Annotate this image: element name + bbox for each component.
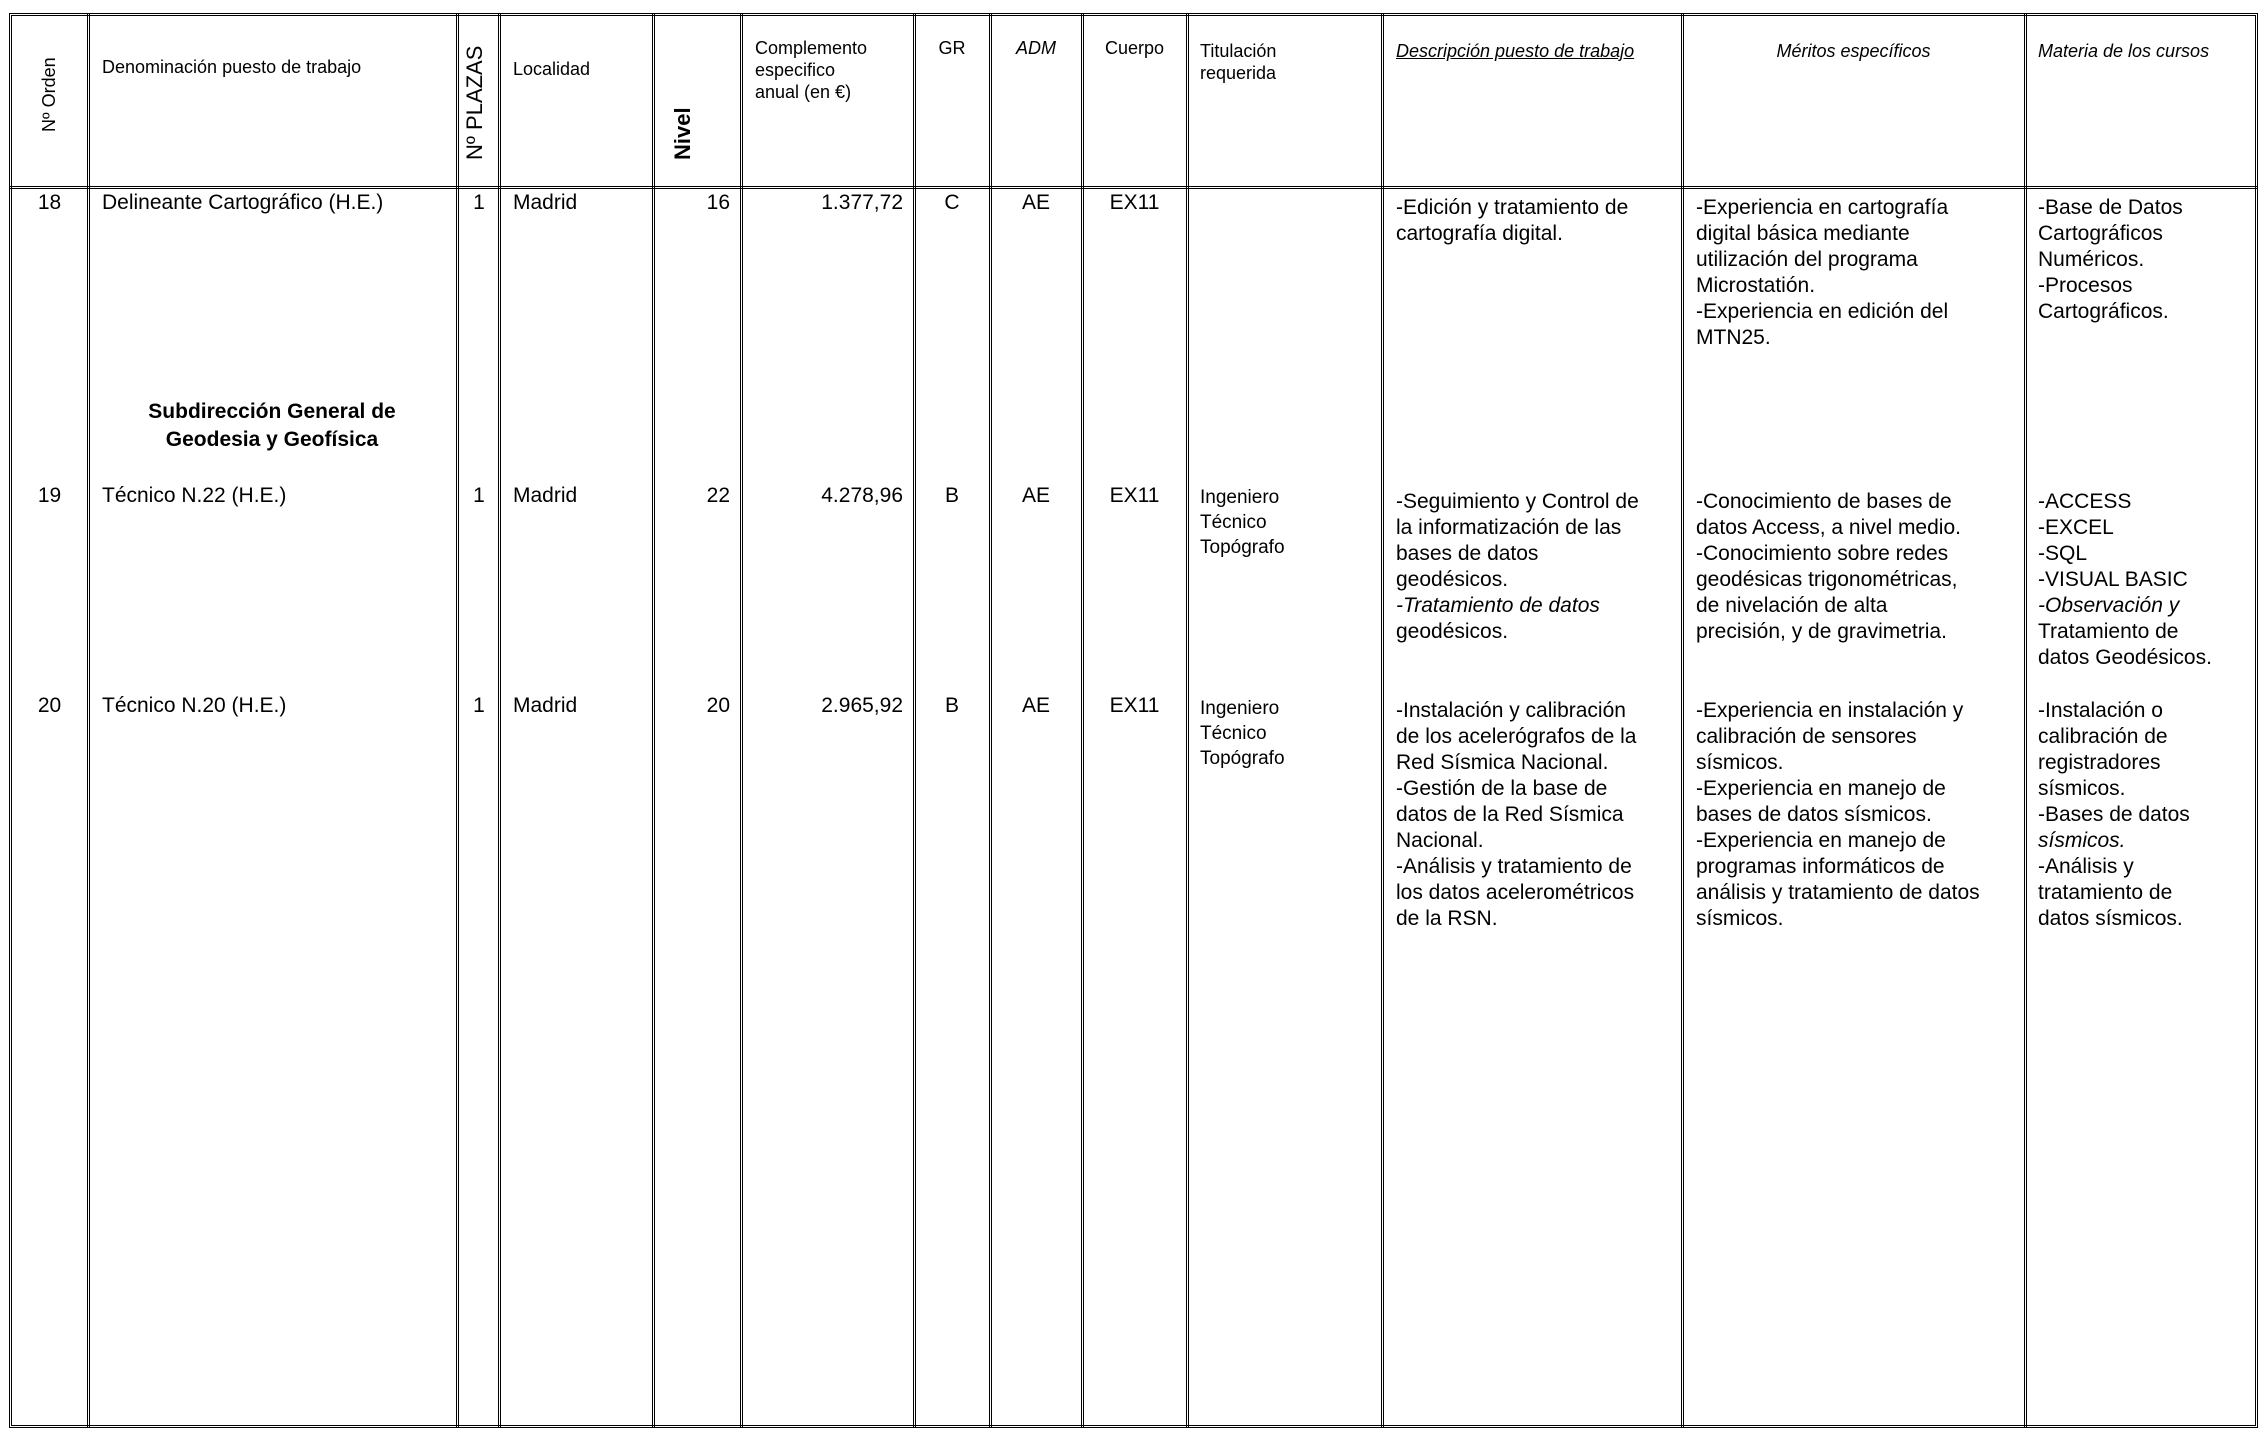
- column-divider: [1381, 13, 1384, 1428]
- cell-plazas: 1: [473, 191, 485, 214]
- cell-denominacion: Técnico N.22 (H.E.): [102, 484, 287, 507]
- header-gr: GR: [938, 38, 966, 58]
- column-divider: [1681, 13, 1684, 1428]
- section-heading: Subdirección General de Geodesia y Geofísica: [148, 400, 396, 451]
- cell-localidad: Madrid: [513, 191, 578, 214]
- column-divider: [1186, 13, 1189, 1428]
- header-materia: Materia de los cursos: [2038, 41, 2210, 61]
- header-descripcion: Descripción puesto de trabajo: [1396, 41, 1635, 61]
- cell-plazas: 1: [473, 484, 485, 507]
- cell-nivel: 20: [706, 694, 730, 717]
- cell-cuerpo: EX11: [1109, 484, 1160, 507]
- cell-titulacion: Ingeniero Técnico Topógrafo: [1200, 487, 1285, 558]
- cell-complemento: 4.278,96: [821, 484, 903, 507]
- header-cuerpo: Cuerpo: [1104, 38, 1165, 58]
- cell-orden: 19: [37, 484, 62, 507]
- cell-orden: 18: [37, 191, 62, 214]
- cell-adm: AE: [1021, 694, 1050, 717]
- column-divider: [1081, 13, 1084, 1428]
- header-complemento: Complemento especifico anual (en €): [755, 38, 868, 102]
- header-nivel: Nivel: [670, 107, 695, 160]
- cell-gr: B: [944, 694, 959, 717]
- column-divider: [652, 13, 655, 1428]
- header-denominacion: Denominación puesto de trabajo: [102, 57, 362, 77]
- column-divider: [2024, 13, 2027, 1428]
- cell-materia: -ACCESS -EXCEL -SQL -VISUAL BASIC -Observación y Tratamiento de datos Geodésicos.: [2038, 490, 2212, 669]
- cell-adm: AE: [1021, 191, 1050, 214]
- cell-complemento: 1.377,72: [821, 191, 903, 214]
- column-divider: [87, 13, 90, 1428]
- cell-descripcion: -Edición y tratamiento de cartografía digital.: [1396, 196, 1629, 245]
- header-orden: Nº Orden: [39, 57, 59, 132]
- column-divider: [989, 13, 992, 1428]
- cell-meritos: -Experiencia en instalación y calibración de sensores sísmicos. -Experiencia en manejo de bases de datos sísmicos. -Experiencia en manejo de programas informáticos de análisis y tratamiento de datos sísmicos.: [1696, 699, 1980, 930]
- cell-cuerpo: EX11: [1109, 694, 1160, 717]
- cell-nivel: 16: [706, 191, 730, 214]
- cell-gr: B: [944, 484, 959, 507]
- column-divider: [498, 13, 501, 1428]
- cell-nivel: 22: [706, 484, 730, 507]
- column-divider: [740, 13, 743, 1428]
- cell-cuerpo: EX11: [1109, 191, 1160, 214]
- cell-localidad: Madrid: [513, 484, 578, 507]
- cell-denominacion: Técnico N.20 (H.E.): [102, 694, 287, 717]
- cell-orden: 20: [37, 694, 62, 717]
- cell-adm: AE: [1021, 484, 1050, 507]
- cell-materia: -Base de Datos Cartográficos Numéricos. -Procesos Cartográficos.: [2038, 196, 2183, 323]
- header-adm: ADM: [1016, 38, 1056, 58]
- cell-materia: -Instalación o calibración de registradores sísmicos. -Bases de datos sísmicos. -Análisis y tratamiento de datos sísmicos.: [2038, 699, 2190, 930]
- header-localidad: Localidad: [513, 59, 591, 79]
- column-divider: [456, 13, 459, 1428]
- header-titulacion: Titulación requerida: [1200, 41, 1277, 83]
- cell-gr: C: [944, 191, 960, 214]
- cell-complemento: 2.965,92: [821, 694, 903, 717]
- cell-meritos: -Conocimiento de bases de datos Access, a nivel medio. -Conocimiento sobre redes geodésicas trigonométricas, de nivelación de alta precisión, y de gravimetria.: [1696, 490, 1961, 643]
- cell-plazas: 1: [473, 694, 485, 717]
- cell-denominacion: Delineante Cartográfico (H.E.): [102, 191, 384, 214]
- cell-descripcion: -Seguimiento y Control de la informatización de las bases de datos geodésicos. -Tratamiento de datos geodésicos.: [1396, 490, 1639, 643]
- cell-titulacion: Ingeniero Técnico Topógrafo: [1200, 698, 1285, 769]
- header-meritos: Méritos específicos: [1776, 41, 1931, 61]
- cell-descripcion: -Instalación y calibración de los acelerógrafos de la Red Sísmica Nacional. -Gestión de la base de datos de la Red Sísmica Nacional. -Análisis y tratamiento de los datos acelerométricos de la RSN.: [1396, 699, 1637, 930]
- header-plazas: Nº PLAZAS: [462, 45, 487, 160]
- cell-localidad: Madrid: [513, 694, 578, 717]
- cell-meritos: -Experiencia en cartografía digital básica mediante utilización del programa Microstatión. -Experiencia en edición del MTN25.: [1696, 196, 1949, 349]
- header-divider: [9, 186, 2258, 189]
- column-divider: [913, 13, 916, 1428]
